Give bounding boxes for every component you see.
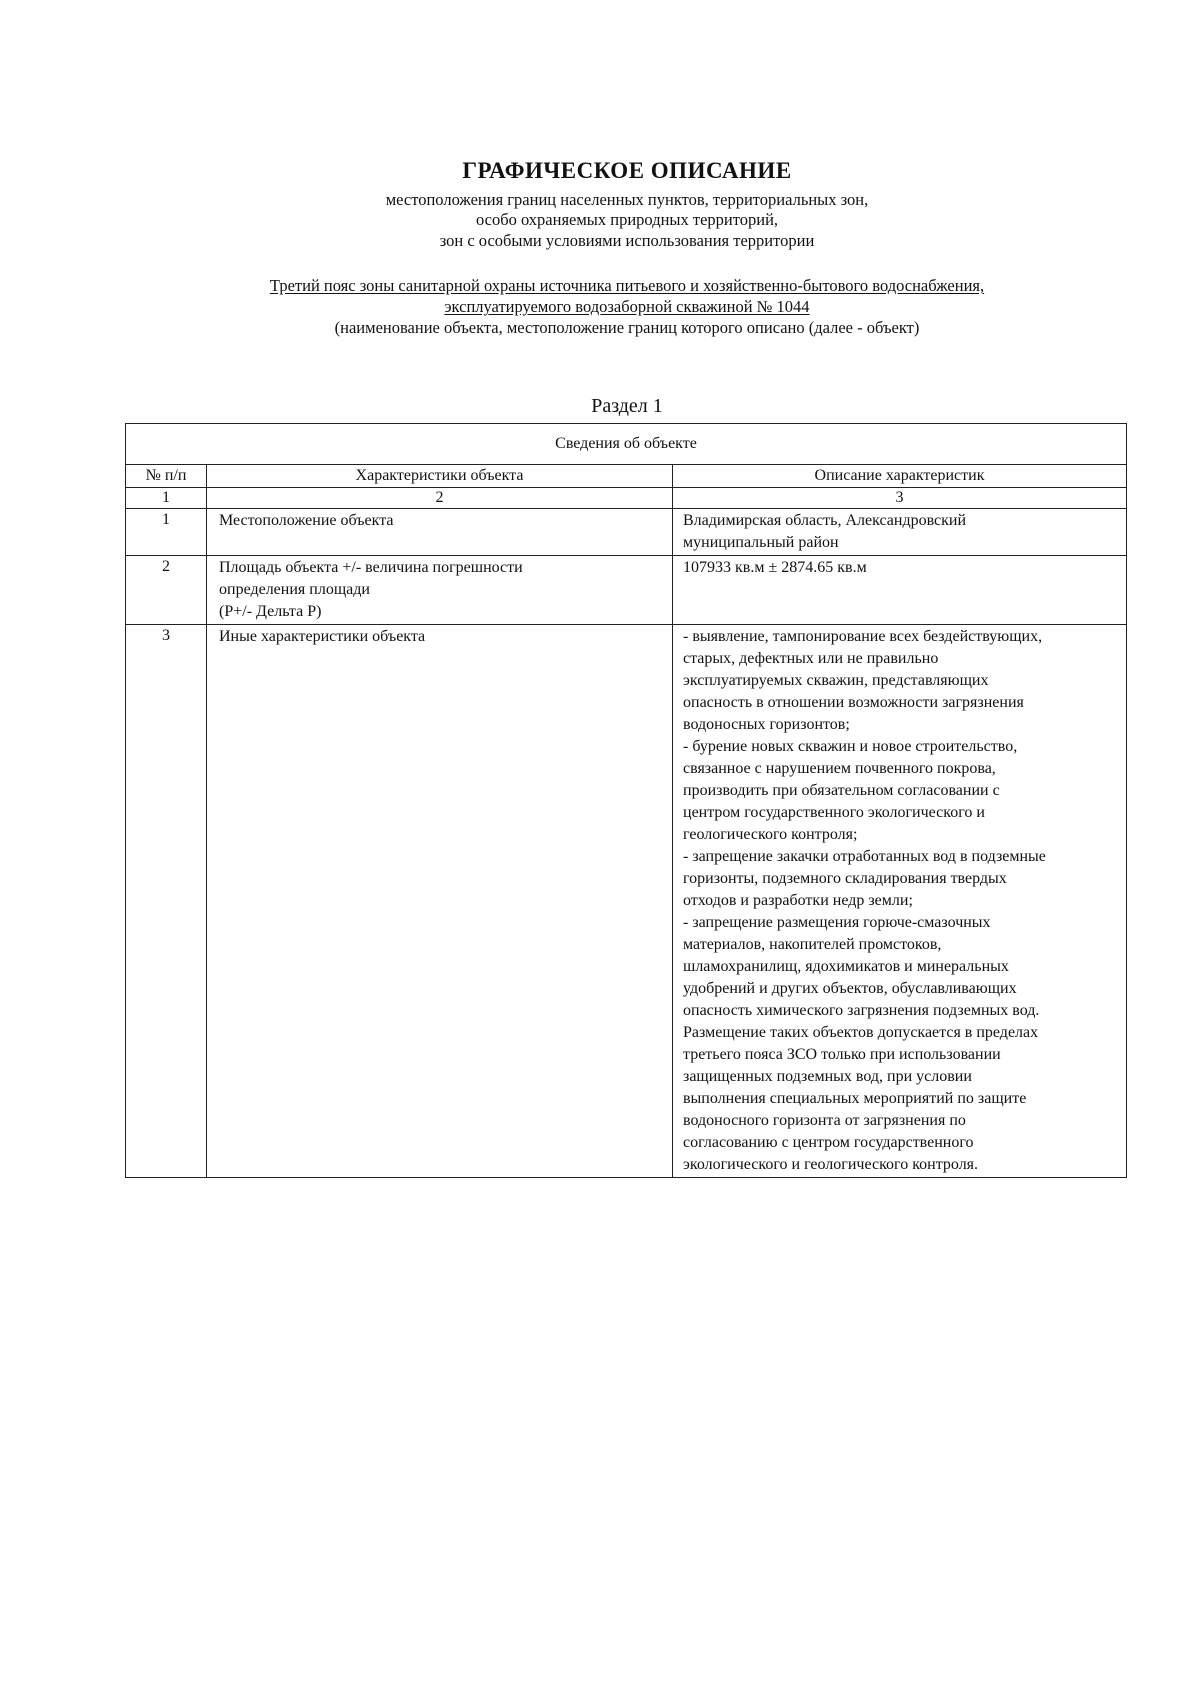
table-row (126, 625, 1127, 1178)
object-info-table (125, 423, 1127, 1178)
table-title: Сведения об объекте (126, 424, 1127, 465)
description-line: 107933 кв.м ± 2874.65 кв.м (683, 559, 867, 576)
description-line: водоносных горизонтов; (683, 716, 850, 733)
index-cell-3: 3 (673, 488, 1127, 509)
description-line: Владимирская область, Александровский (683, 512, 967, 529)
subtitle-line-1: местоположения границ населенных пунктов, территориальных зон, (385, 190, 869, 209)
description-line: производить при обязательном согласовании с (683, 782, 1000, 799)
description-line: - запрещение размещения горюче-смазочных (683, 914, 991, 931)
row-number: 1 (126, 509, 207, 556)
row-characteristic (207, 509, 673, 556)
description-line: старых, дефектных или не правильно (683, 650, 939, 667)
description-line: выполнения специальных мероприятий по защите (683, 1090, 1027, 1107)
row-characteristic (207, 556, 673, 625)
row-number: 3 (126, 625, 207, 1178)
description-line: эксплуатируемых скважин, представляющих (683, 672, 989, 689)
table-header-row (126, 465, 1127, 488)
characteristic-line: (P+/- Дельта P) (219, 603, 322, 620)
characteristic-line: Площадь объекта +/- величина погрешности (219, 559, 523, 576)
description-line: третьего пояса ЗСО только при использовании (683, 1046, 1001, 1063)
characteristic-line: определения площади (219, 581, 370, 598)
description-line: геологического контроля; (683, 826, 858, 843)
description-line: шламохранилищ, ядохимикатов и минеральных (683, 958, 1009, 975)
description-line: связанное с нарушением почвенного покрова, (683, 760, 996, 777)
row-description (673, 625, 1127, 1178)
description-line: защищенных подземных вод, при условии (683, 1068, 972, 1085)
index-cell-1: 1 (126, 488, 207, 509)
row-description (673, 509, 1127, 556)
header-description: Описание характеристик (673, 465, 1127, 488)
object-name-line-1: Третий пояс зоны санитарной охраны источника питьевого и хозяйственно-бытового водоснабжения, (269, 276, 985, 295)
section-label: Раздел 1 (591, 395, 663, 417)
object-caption: (наименование объекта, местоположение границ которого описано (далее - объект) (334, 318, 920, 337)
description-line: муниципальный район (683, 534, 839, 551)
table-row (126, 556, 1127, 625)
description-line: отходов и разработки недр земли; (683, 892, 913, 909)
description-line: центром государственного экологического и (683, 804, 985, 821)
table-index-row (126, 488, 1127, 509)
characteristic-line: Местоположение объекта (219, 512, 394, 529)
index-cell-2: 2 (207, 488, 673, 509)
description-line: опасность в отношении возможности загрязнения (683, 694, 1024, 711)
description-line: горизонты, подземного складирования твердых (683, 870, 1007, 887)
description-line: Размещение таких объектов допускается в пределах (683, 1024, 1039, 1041)
row-characteristic (207, 625, 673, 1178)
row-description (673, 556, 1127, 625)
description-line: экологического и геологического контроля. (683, 1156, 979, 1173)
table-title-row (126, 424, 1127, 465)
description-line: опасность химического загрязнения подземных вод. (683, 1002, 1040, 1019)
description-line: согласованию с центром государственного (683, 1134, 974, 1151)
row-number: 2 (126, 556, 207, 625)
description-line: - бурение новых скважин и новое строительство, (683, 738, 1018, 755)
description-line: - выявление, тампонирование всех бездействующих, (683, 628, 1043, 645)
description-line: - запрещение закачки отработанных вод в подземные (683, 848, 1046, 865)
header-number: № п/п (126, 465, 207, 488)
description-line: удобрений и других объектов, обуславливающих (683, 980, 1017, 997)
characteristic-line: Иные характеристики объекта (219, 628, 426, 645)
subtitle-line-3: зон с особыми условиями использования территории (439, 231, 815, 250)
description-line: материалов, накопителей промстоков, (683, 936, 942, 953)
table-row (126, 509, 1127, 556)
object-name-line-2: эксплуатируемого водозаборной скважиной № 1044 (444, 297, 810, 316)
header-characteristic: Характеристики объекта (207, 465, 673, 488)
description-line: водоносного горизонта от загрязнения по (683, 1112, 966, 1129)
subtitle-line-2: особо охраняемых природных территорий, (475, 210, 779, 229)
document-title: ГРАФИЧЕСКОЕ ОПИСАНИЕ (462, 158, 792, 183)
